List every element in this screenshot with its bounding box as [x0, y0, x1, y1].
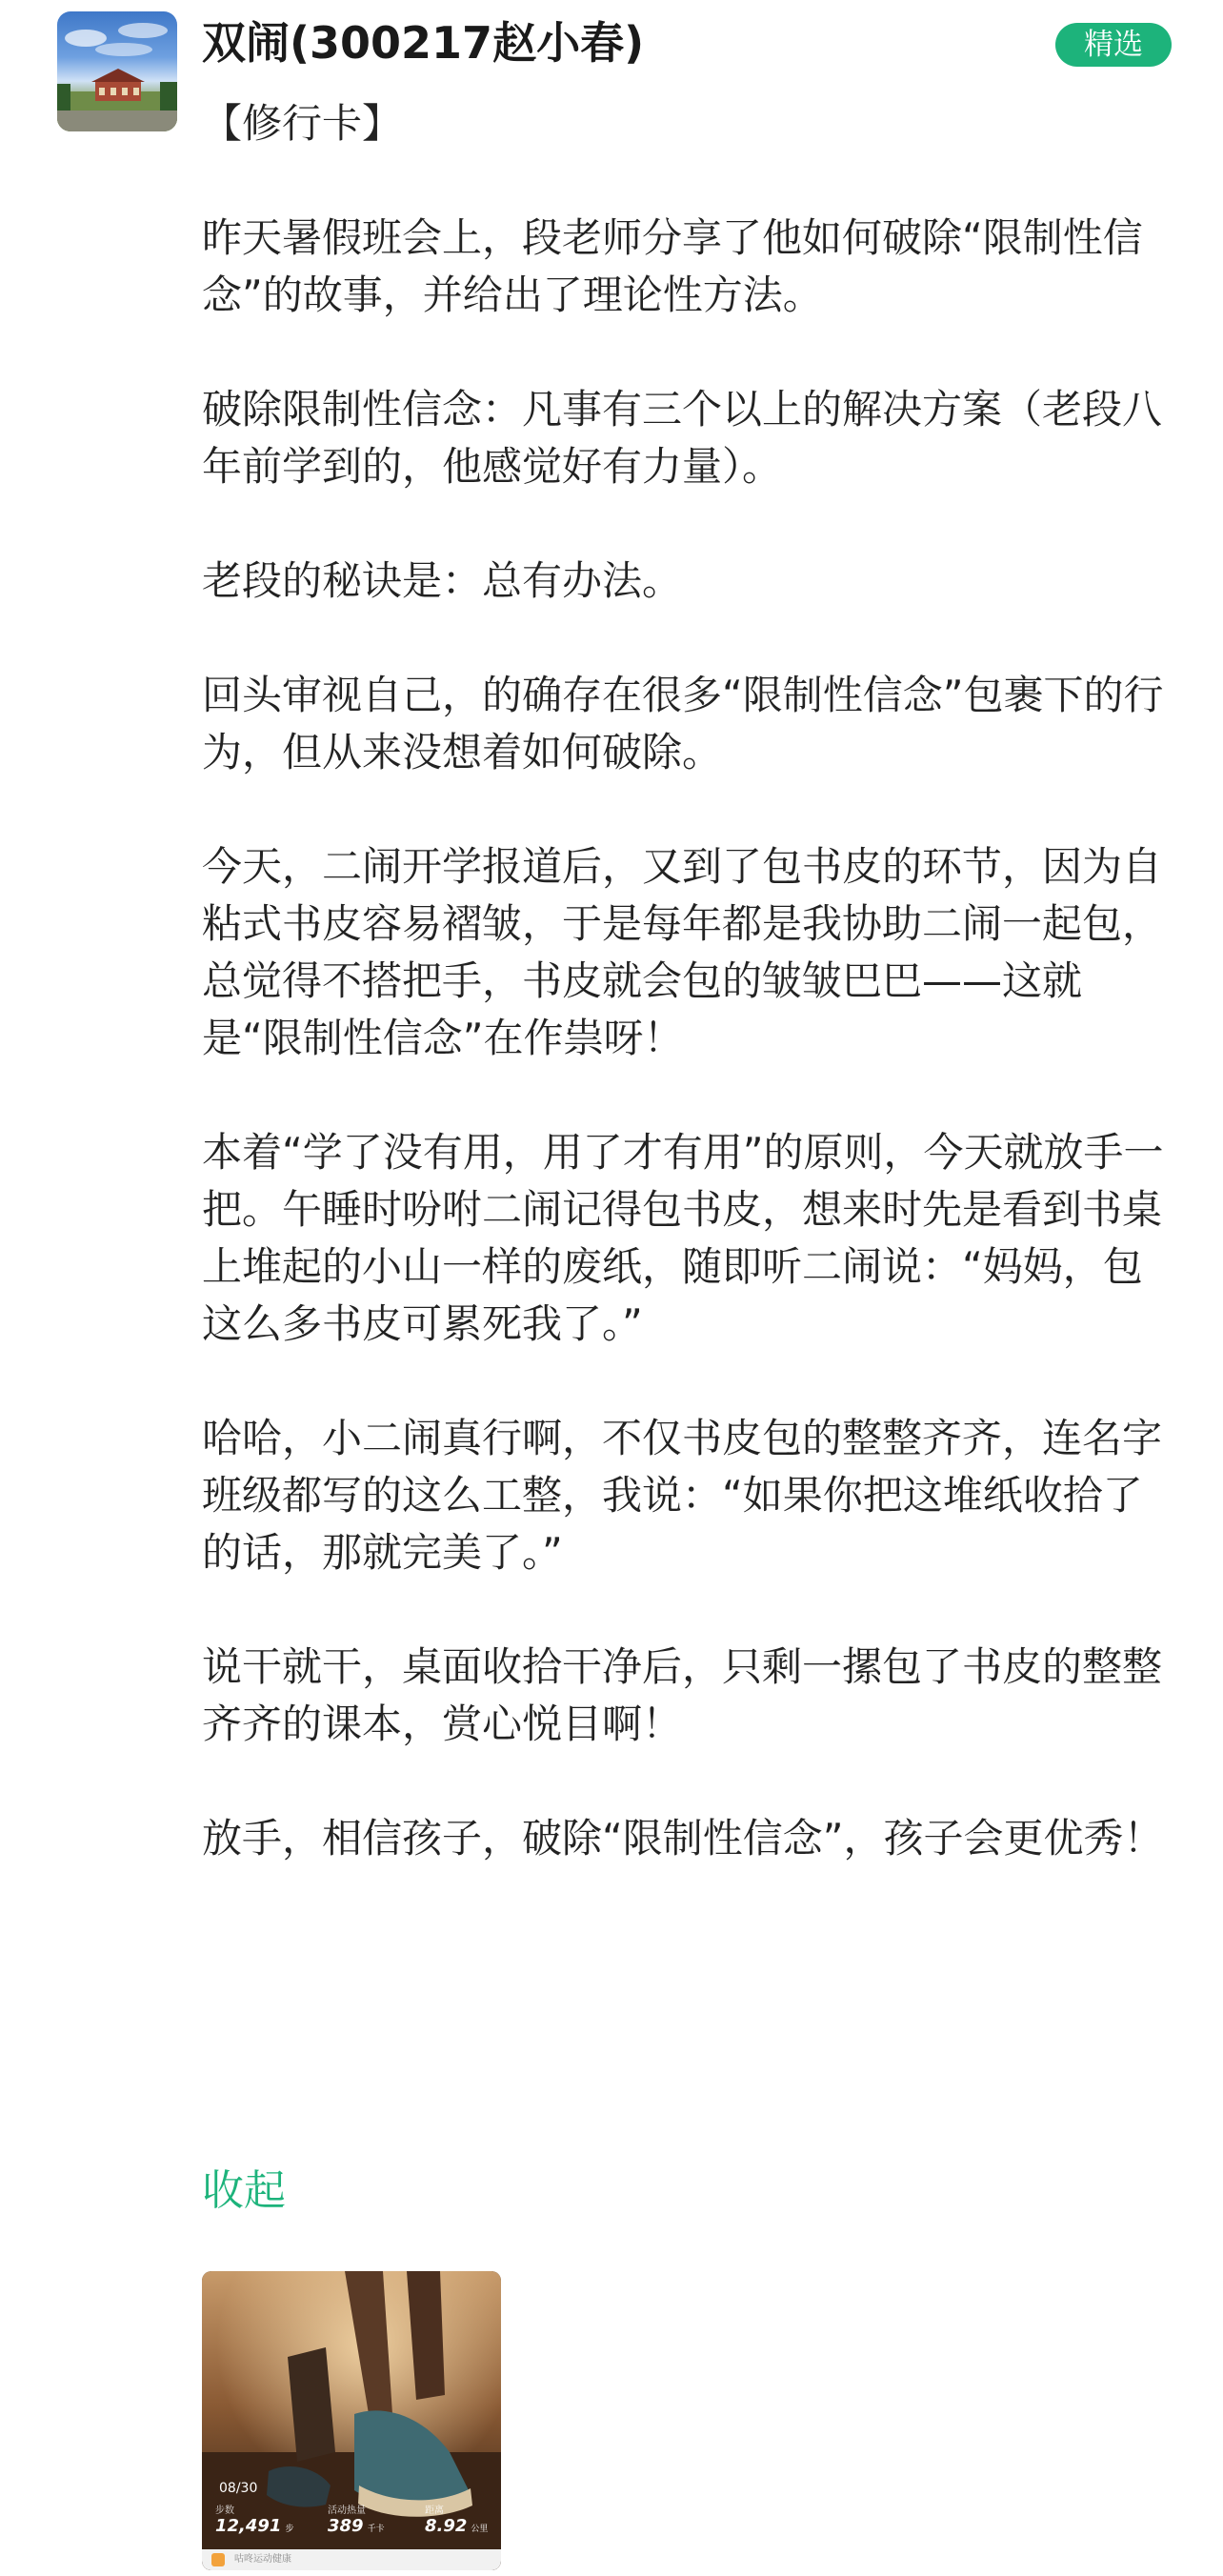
footer-text: 咕咚运动健康 — [234, 2554, 291, 2565]
stat-calories — [328, 2502, 385, 2536]
attachment-image[interactable] — [202, 2271, 501, 2570]
post-body — [202, 95, 1173, 1924]
paragraph: 本着“学了没有用，用了才有用”的原则，今天就放手一把。午睡时吩咐二闹记得包书皮，想来时先是看到书桌上堆起的小山一样的废纸，随即听二闹说：“妈妈，包这么多书皮可累死我了。” — [202, 1129, 1164, 1347]
paragraph: 今天，二闹开学报道后，又到了包书皮的环节，因为自粘式书皮容易褶皱，于是每年都是我协助二闹一起包，总觉得不搭把手，书皮就会包的皱皱巴巴——这就是“限制性信念”在作祟呀！ — [202, 843, 1163, 1061]
paragraph: 回头审视自己，的确存在很多“限制性信念”包裹下的行为，但从来没想着如何破除。 — [202, 672, 1164, 775]
attachment-footer — [202, 2549, 501, 2570]
paragraph: 老段的秘诀是：总有办法。 — [202, 557, 683, 604]
featured-badge: 精选 — [1055, 23, 1172, 67]
stat-label: 活动热量 — [328, 2506, 366, 2516]
stat-unit: 千卡 — [367, 2525, 385, 2534]
avatar-image — [57, 11, 177, 131]
paragraph: 哈哈，小二闹真行啊，不仅书皮包的整整齐齐，连名字班级都写的这么工整，我说：“如果你把这堆纸收拾了的话，那就完美了。” — [202, 1415, 1163, 1576]
paragraph: 说干就干，桌面收拾干净后，只剩一摞包了书皮的整整齐齐的课本，赏心悦目啊！ — [202, 1643, 1163, 1747]
stat-label: 步数 — [215, 2506, 234, 2516]
stat-steps — [215, 2502, 293, 2536]
stat-unit: 公里 — [471, 2525, 489, 2534]
paragraph: 【修行卡】 — [202, 100, 403, 147]
attachment-date: 08/30 — [219, 2481, 258, 2496]
author-name[interactable]: 双闹(300217赵小春) — [202, 17, 645, 69]
paragraph: 放手，相信孩子，破除“限制性信念”，孩子会更优秀！ — [202, 1815, 1164, 1862]
paragraph: 昨天暑假班会上，段老师分享了他如何破除“限制性信念”的故事，并给出了理论性方法。 — [202, 214, 1143, 318]
app-logo-icon — [211, 2553, 225, 2566]
collapse-link[interactable]: 收起 — [202, 2166, 286, 2215]
stat-value: 389 — [328, 2516, 364, 2536]
paragraph: 破除限制性信念：凡事有三个以上的解决方案（老段八年前学到的，他感觉好有力量）。 — [202, 386, 1163, 490]
stat-unit: 步 — [285, 2525, 294, 2534]
stat-label: 距离 — [425, 2506, 444, 2516]
stat-value: 12,491 — [215, 2516, 282, 2536]
author-avatar[interactable] — [57, 11, 177, 131]
stat-value: 8.92 — [425, 2516, 468, 2536]
stat-distance — [425, 2502, 488, 2536]
